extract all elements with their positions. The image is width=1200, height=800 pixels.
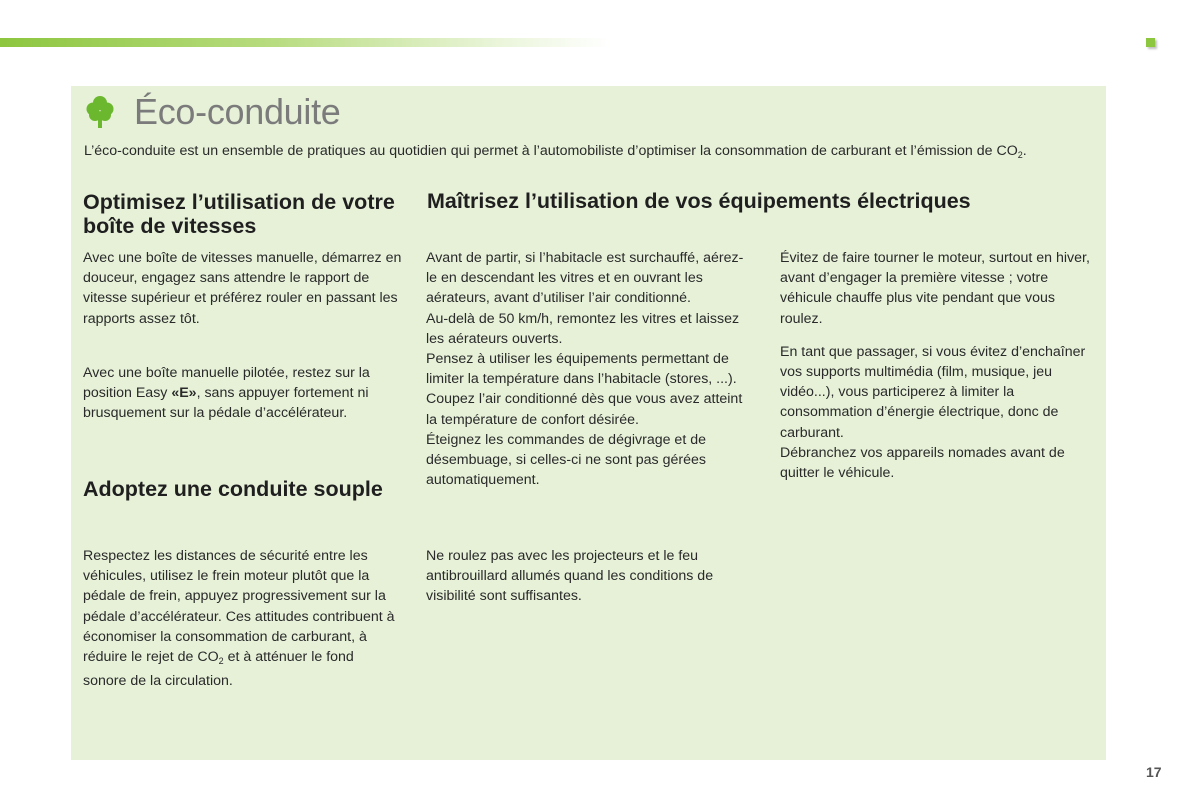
easy-mode-label: «E» <box>171 385 197 402</box>
page-number: 17 <box>1146 764 1162 780</box>
gearbox-heading: Optimisez l’utilisation de votre boîte de vitesses <box>83 190 395 238</box>
top-accent-bar <box>0 38 610 47</box>
tree-icon <box>86 95 114 129</box>
electrical-col1-p6: Ne roulez pas avec les projecteurs et le feu antibrouillard allumés quand les conditions de visibilité sont suffisantes. <box>426 548 714 605</box>
electrical-col1-p1: Avant de partir, si l’habitacle est surchauffé, aérez-le en descendant les vitres et en ouvrant les aérateurs, avant d’utiliser l’air conditionné. <box>426 250 744 307</box>
electrical-col1-p4: Coupez l’air conditionné dès que vous avez atteint la température de confort désirée. <box>426 391 743 428</box>
gearbox-para-2: Avec une boîte manuelle pilotée, restez sur la position Easy «E», sans appuyer fortement ni brusquement sur la pédale d’accélérateur. <box>83 365 370 422</box>
page-title: Éco-conduite <box>134 91 341 132</box>
title-row <box>86 88 341 136</box>
electrical-col1-p3: Pensez à utiliser les équipements permettant de limiter la température dans l’habitacle (stores, ...). <box>426 351 737 388</box>
smooth-driving-heading: Adoptez une conduite souple <box>83 477 383 501</box>
electrical-col2-p1: Évitez de faire tourner le moteur, surtout en hiver, avant d’engager la première vitesse ; votre véhicule chauffe plus vite pendant que vous roulez. <box>780 250 1090 327</box>
electrical-heading: Maîtrisez l’utilisation de vos équipements électriques <box>427 189 971 213</box>
electrical-col1-p5: Éteignez les commandes de dégivrage et de désembuage, si celles-ci ne sont pas gérées automatiquement. <box>426 431 706 489</box>
intro-text: L’éco-conduite est un ensemble de pratiques au quotidien qui permet à l’automobiliste d’optimiser la consommation de carburant et l’émission de $CO_2$. <box>84 143 1027 160</box>
electrical-col2 <box>780 248 1096 483</box>
smooth-driving-para: Respectez les distances de sécurité entre les véhicules, utilisez le frein moteur plutôt que la pédale de frein, appuyez progressivement sur la pédale d’accélérateur. Ces attitudes contribuent à économiser la consommation de carburant, à réduire le rejet de $CO_2$ et à atténuer le fond sonore de la circulation. <box>83 548 395 690</box>
electrical-col2-p2: En tant que passager, si vous évitez d’enchaîner vos supports multimédia (film, musique, jeu vidéo...), vous participerez à limiter la consommation d’énergie électrique, donc de carburant. <box>780 343 1086 441</box>
electrical-col1-p2: Au-delà de 50 km/h, remontez les vitres et laissez les aérateurs ouverts. <box>426 310 740 347</box>
electrical-col2-p3: Débranchez vos appareils nomades avant de quitter le véhicule. <box>780 444 1065 482</box>
co2-subscript: 2 <box>1017 150 1023 160</box>
electrical-col1 <box>426 248 752 490</box>
gearbox-para-1: Avec une boîte de vitesses manuelle, démarrez en douceur, engagez sans attendre le rapport de vitesse supérieur et préférez rouler en passant les rapports assez tôt. <box>83 250 402 327</box>
corner-accent-square <box>1146 38 1155 47</box>
